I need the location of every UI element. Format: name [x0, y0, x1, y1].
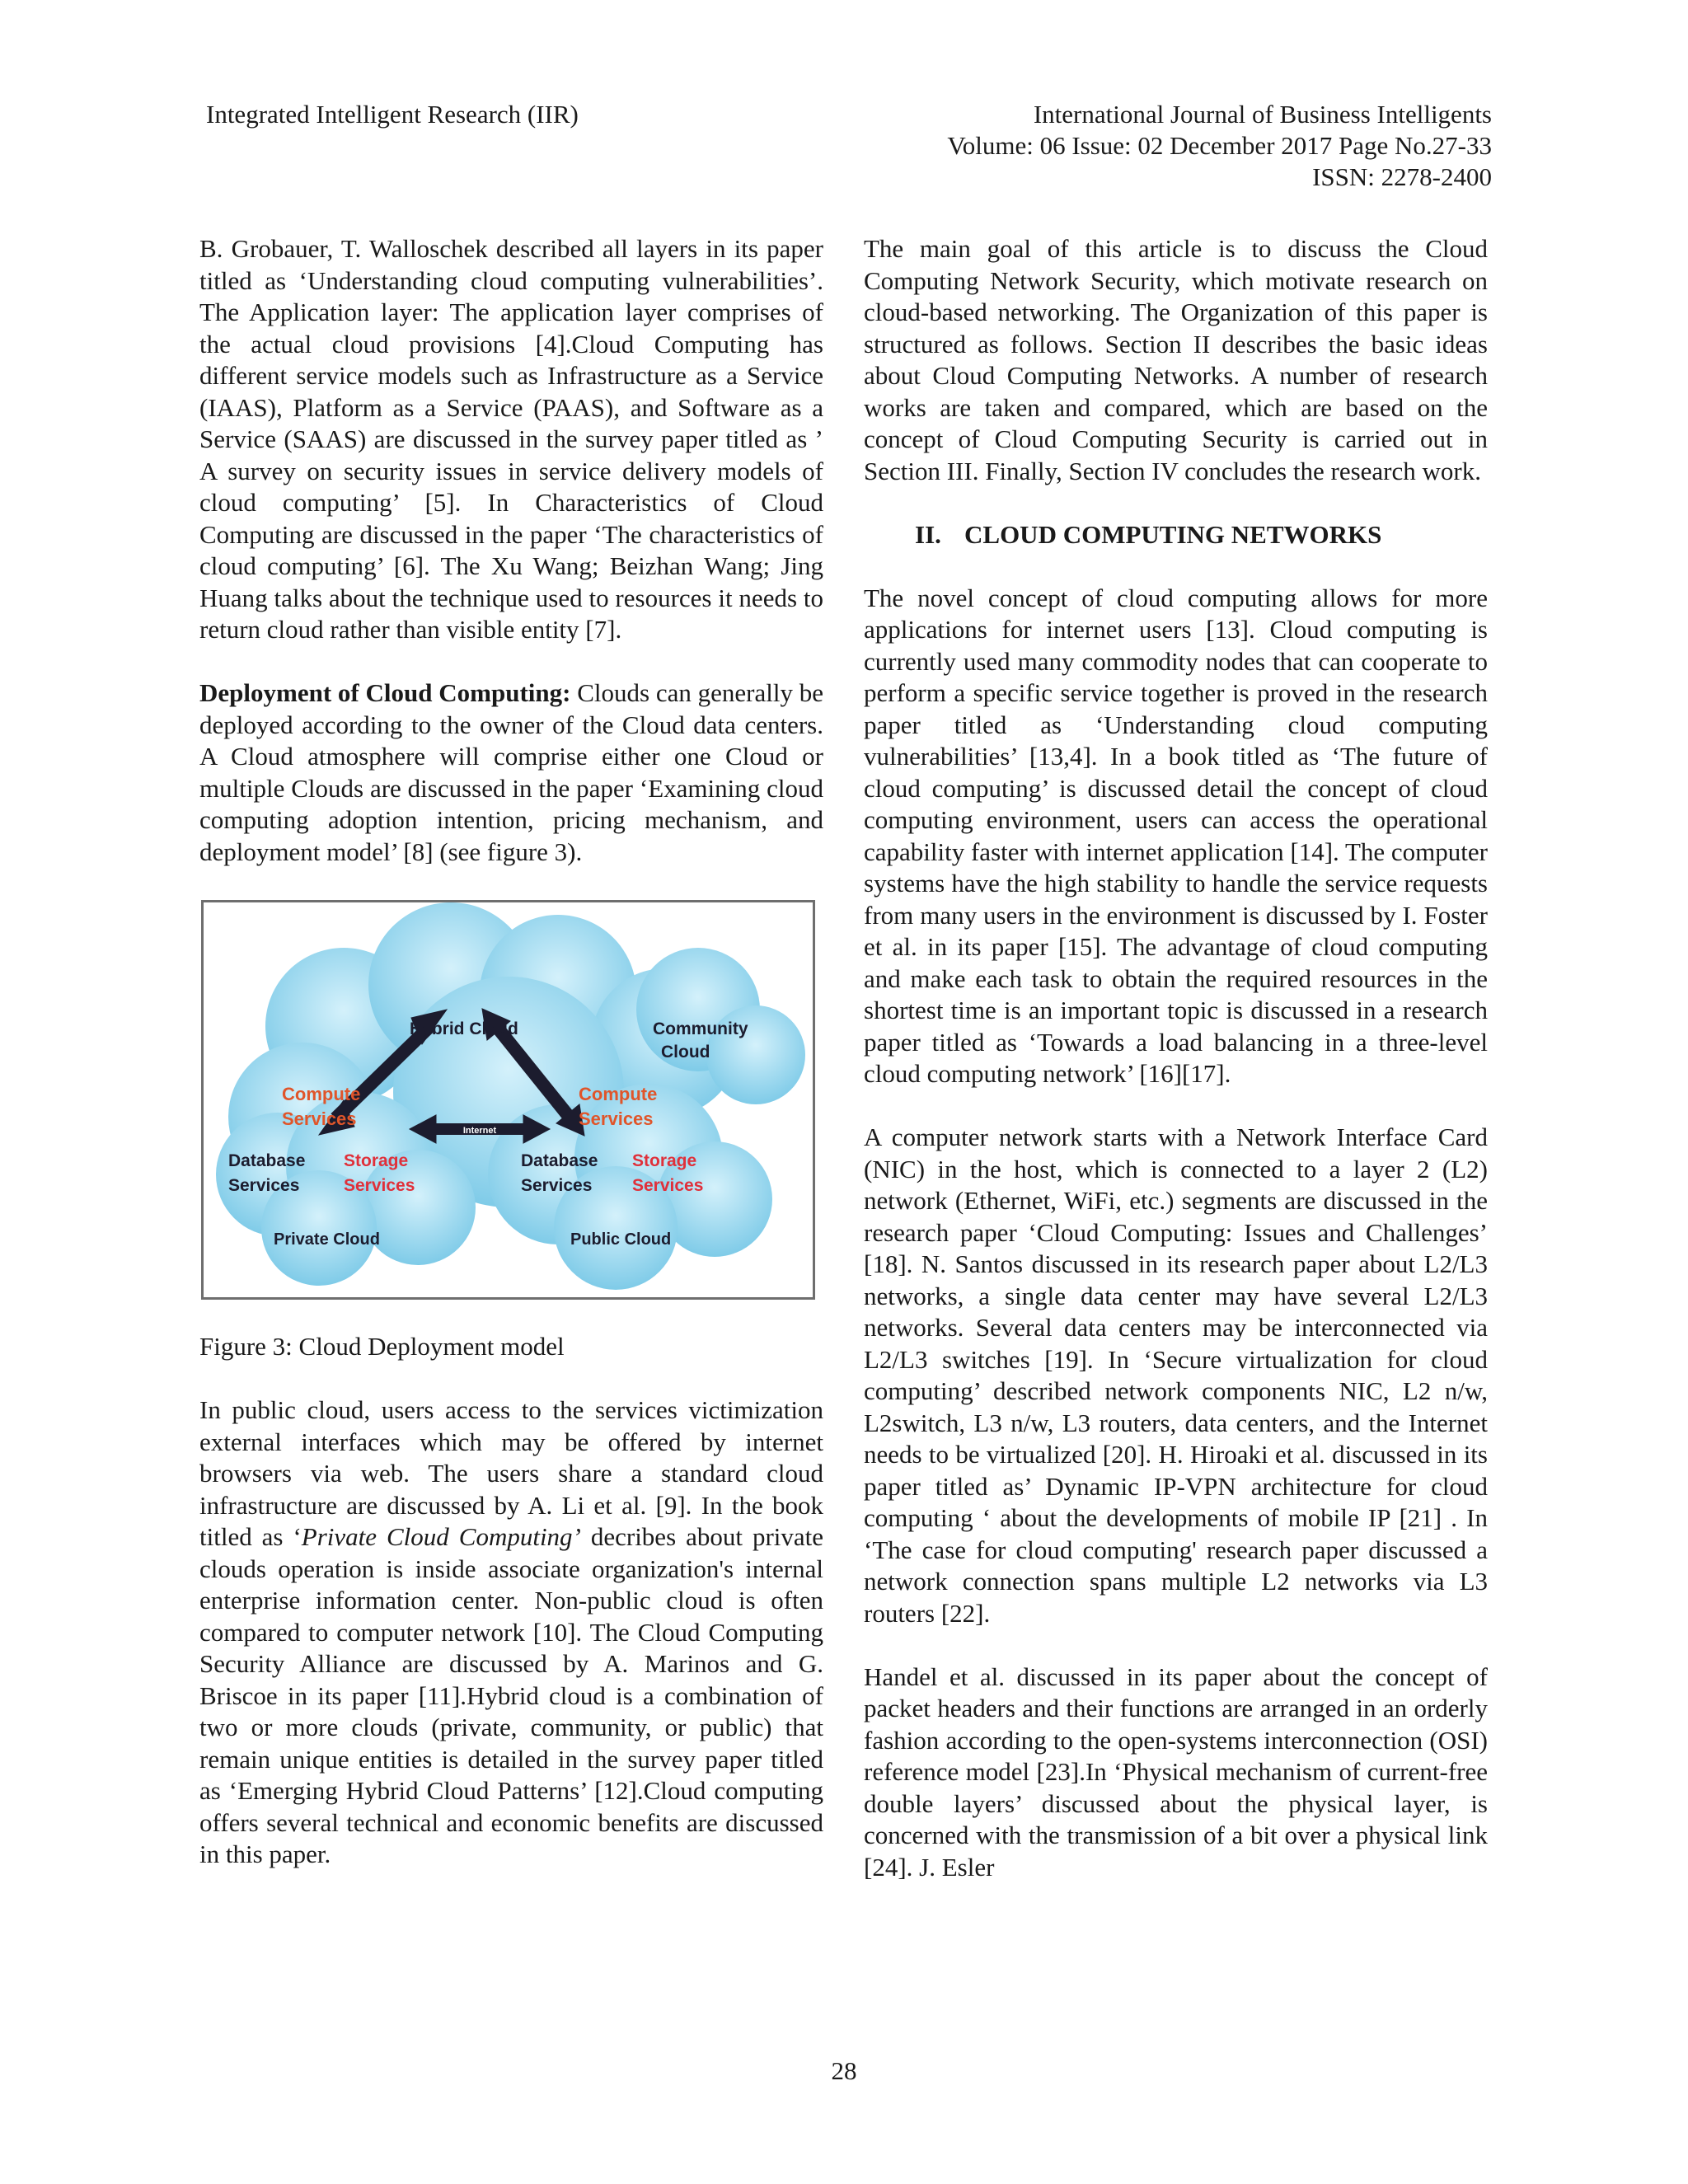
- paragraph: B. Grobauer, T. Walloschek described all layers in its paper titled as ‘Understanding cloud computing vulnerabilities’. The Application layer: The application layer comprises of the actual cloud provisions [4].Cloud Computing has different service models such as Infrastructure as a Service (IAAS), Platform as a Service (PAAS), and Software as a Service (SAAS) are discussed in the survey paper titled as ’ A survey on security issues in service delivery models of cloud computing’ [5]. In Characteristics of Cloud Computing are discussed in the paper ‘The characteristics of cloud computing’ [6]. The Xu Wang; Beizhan Wang; Jing Huang talks about the technique used to resources it needs to return cloud rather than visible entity [7].: [199, 234, 823, 644]
- figure-caption: Figure 3: Cloud Deployment model: [199, 1332, 565, 1361]
- section-title: CLOUD COMPUTING NETWORKS: [964, 519, 1382, 549]
- storage-services-label: Storage: [632, 1151, 697, 1170]
- italic-title: Private Cloud Computing’: [301, 1522, 581, 1551]
- paragraph-text: In public cloud, users access to the services victimization external interfaces which may be offered by internet browsers via web. The users share a standard cloud infrastructure are discussed by A. Li et al. [9]. In the book titled as ‘: [199, 1395, 823, 1551]
- storage-services-label-2: Services: [632, 1175, 704, 1195]
- paragraph-text: Clouds can generally be deployed according to the owner of the Cloud data centers. A Cloud atmosphere will comprise either one Cloud or multiple Clouds are discussed in the paper ‘Examining cloud computing adoption intention, pricing mechanism, and deployment model’ [8] (see figure 3).: [199, 678, 823, 866]
- left-column: [199, 233, 823, 1871]
- compute-services-label: Compute: [579, 1083, 658, 1104]
- section-heading: [864, 519, 1488, 551]
- issn: ISSN: 2278-2400: [1312, 162, 1492, 191]
- cloud-deployment-diagram: [204, 902, 813, 1297]
- database-services-label: Database: [521, 1151, 598, 1170]
- database-services-label: Database: [228, 1151, 306, 1170]
- paragraph: A computer network starts with a Network Interface Card (NIC) in the host, which is connected to a layer 2 (L2) network (Ethernet, WiFi, etc.) segments are discussed in the research paper ‘Cloud Computing: Issues and Challenges’ [18]. N. Santos discussed in its research paper about L2/L3 networks, a single data center may have several L2/L3 networks. Several data centers may be interconnected via L2/L3 switches [19]. In ‘Secure virtualization for cloud computing’ described network components NIC, L2 n/w, L2switch, L3 n/w, L3 routers, data centers, and the Internet needs to be virtualized [20]. H. Hiroaki et al. discussed in its paper titled as’ Dynamic IP-VPN architecture for cloud computing ‘ about the developments of mobile IP [21] . In ‘The case for cloud computing' research paper discussed a network connection spans multiple L2 networks via L3 routers [22].: [864, 1122, 1488, 1628]
- community-cloud-label-2: Cloud: [661, 1042, 710, 1062]
- volume-info: Volume: 06 Issue: 02 December 2017 Page No.27-33: [947, 131, 1492, 160]
- paragraph: The main goal of this article is to discuss the Cloud Computing Network Security, which motivate research on cloud-based networking. The Organization of this paper is structured as follows. Section II describes the basic ideas about Cloud Computing Networks. A number of research works are taken and compared, which are based on the concept of Cloud Computing Security is carried out in Section III. Finally, Section IV concludes the research work.: [864, 234, 1488, 485]
- paragraph-text: decribes about private clouds operation is inside associate organization's internal enterprise information center. Non-public cloud is often compared to computer network [10]. The Cloud Computing Security Alliance are discussed by A. Marinos and G. Briscoe in its paper [11].Hybrid cloud is a combination of two or more clouds (private, community, or public) that remain unique entities is detailed in the survey paper titled as ‘Emerging Hybrid Cloud Patterns’ [12].Cloud computing offers several technical and economic benefits are discussed in this paper.: [199, 1522, 824, 1868]
- database-services-label-2: Services: [228, 1175, 300, 1195]
- header-left: Integrated Intelligent Research (IIR): [206, 100, 579, 129]
- journal-title: International Journal of Business Intelligents: [1033, 100, 1492, 129]
- page-number: 28: [831, 2056, 857, 2085]
- compute-services-label-2: Services: [579, 1108, 654, 1129]
- compute-services-label-2: Services: [282, 1108, 357, 1129]
- section-number: II.: [915, 519, 941, 549]
- private-cloud-label: Private Cloud: [274, 1230, 380, 1249]
- inline-heading: Deployment of Cloud Computing:: [199, 678, 571, 707]
- figure-cloud-deployment: [201, 900, 815, 1300]
- hybrid-cloud-label: Hybrid Cloud: [410, 1019, 518, 1038]
- storage-services-label: Storage: [344, 1151, 409, 1170]
- database-services-label-2: Services: [521, 1175, 593, 1195]
- paragraph: The novel concept of cloud computing allows for more applications for internet users [13]. Cloud computing is currently used many commodity nodes that can cooperate to perform a specific service together is proved in the research paper titled as ‘Understanding cloud computing vulnerabilities’ [13,4]. In a book titled as ‘The future of cloud computing’ is discussed detail the concept of cloud computing environment, users can access the operational capability faster with internet application [14]. The computer systems have the high stability to handle the service requests from many users in the environment is discussed by I. Foster et al. in its paper [15]. The advantage of cloud computing and make each task to obtain the required resources in the shortest time is an important topic is discussed in a research paper titled as ‘Towards a load balancing in a three-level cloud computing network’ [16][17].: [864, 583, 1488, 1088]
- paragraph: Handel et al. discussed in its paper about the concept of packet headers and their functions are arranged in an orderly fashion according to the open-systems interconnection (OSI) reference model [23].In ‘Physical mechanism of current-free double layers’ discussed about the physical layer, is concerned with the transmission of a bit over a physical link [24]. J. Esler: [864, 1661, 1488, 1882]
- community-cloud-label: Community: [653, 1019, 748, 1038]
- paragraph: [199, 1394, 823, 1871]
- storage-services-label-2: Services: [344, 1175, 415, 1195]
- arrow-internet-label: Internet: [462, 1125, 497, 1136]
- public-cloud-label: Public Cloud: [570, 1230, 672, 1249]
- compute-services-label: Compute: [282, 1083, 361, 1104]
- paragraph: [199, 677, 823, 868]
- right-column: [864, 233, 1488, 1883]
- header-right: [750, 99, 1492, 193]
